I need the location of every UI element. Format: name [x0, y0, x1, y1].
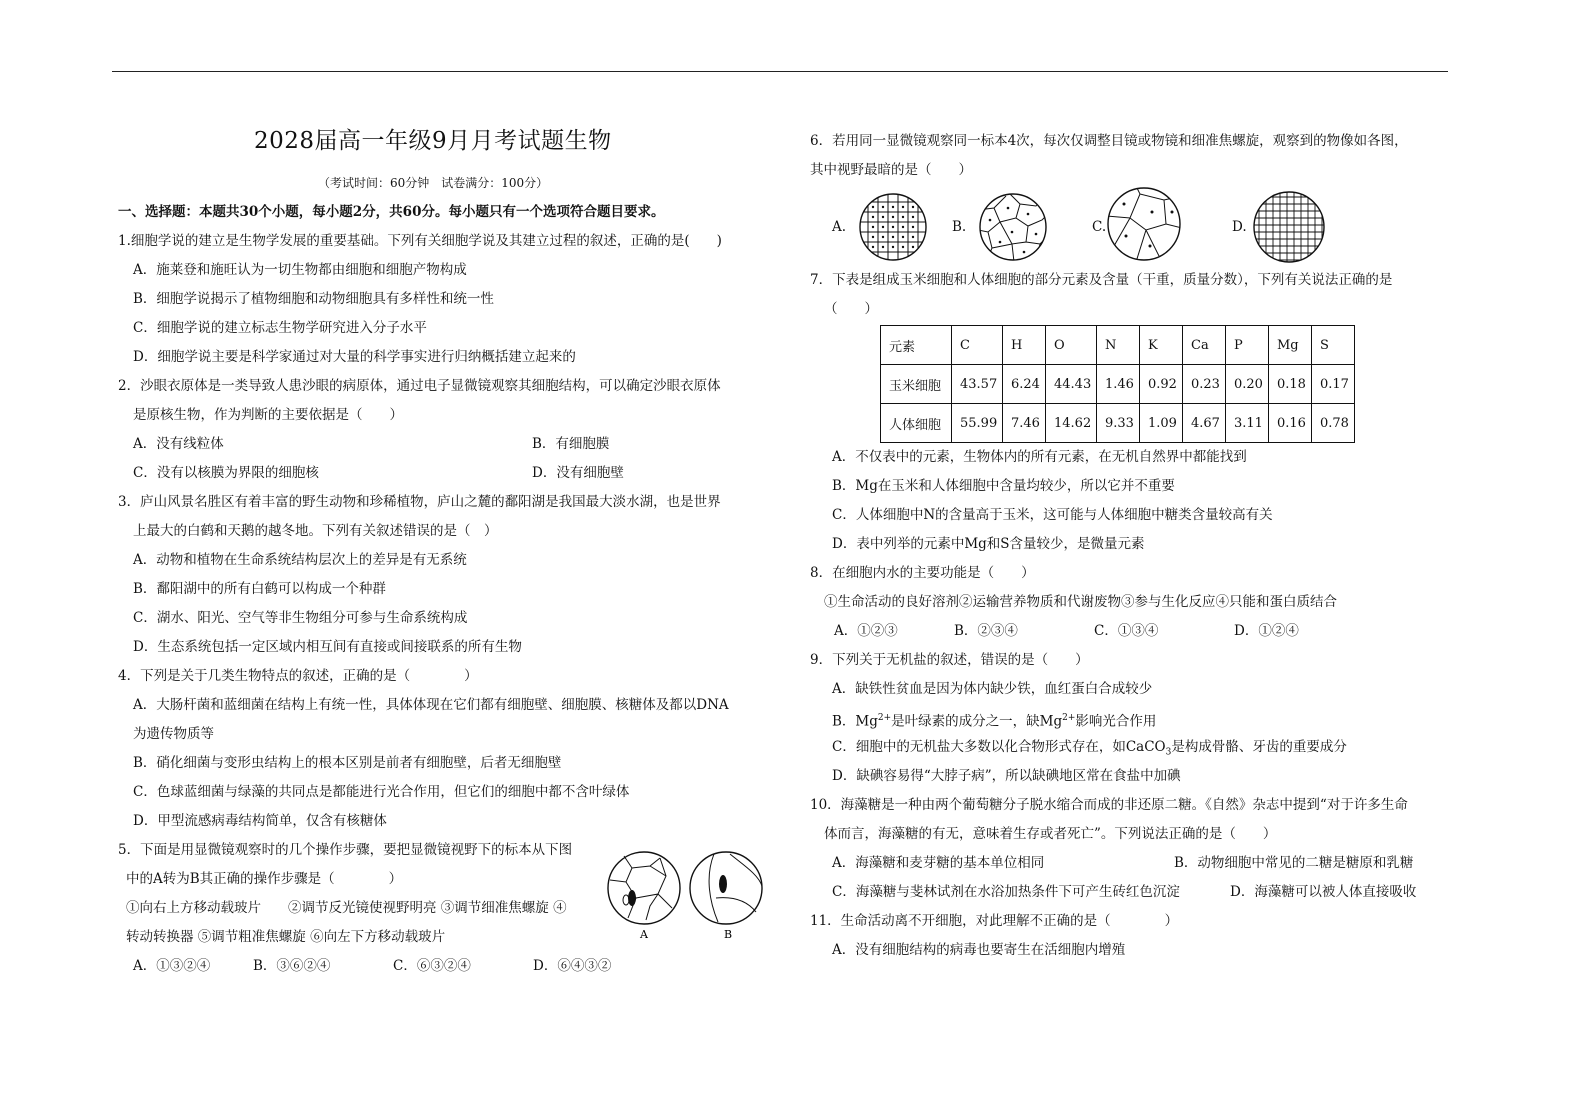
exam-info: （考试时间：60分钟 试卷满分：100分） [318, 176, 549, 190]
q8-option-a: A．①②③ [834, 623, 898, 639]
q6-option-a: A. [832, 219, 847, 235]
q4-option-a-line1: A．大肠杆菌和蓝细菌在结构上有统一性，具体体现在它们都有细胞壁、细胞膜、核糖体及都以DNA [133, 697, 729, 713]
q5-option-a: A．①③②④ [133, 958, 211, 974]
table-cell: H [1003, 326, 1046, 365]
q5-microscope-figure [606, 850, 782, 944]
q3-stem-line2: 上最大的白鹤和天鹅的越冬地。下列有关叙述错误的是（ ） [133, 523, 498, 539]
table-cell: Mg [1269, 326, 1312, 365]
table-cell: 55.99 [952, 404, 1003, 443]
q7-option-c: C．人体细胞中N的含量高于玉米，这可能与人体细胞中糖类含量较高有关 [832, 507, 1273, 523]
page-title: 2028届高一年级9月月考试题生物 [254, 128, 612, 154]
q4-option-b: B．硝化细菌与变形虫结构上的根本区别是前者有细胞壁，后者无细胞壁 [133, 755, 562, 771]
q5-steps-line2: 转动转换器 ⑤调节粗准焦螺旋 ⑥向左下方移动载玻片 [126, 929, 446, 945]
q8-items: ①生命活动的良好溶剂②运输营养物质和代谢废物③参与生化反应④只能和蛋白质结合 [824, 594, 1337, 610]
q8-option-b: B．②③④ [954, 623, 1018, 639]
q3-option-a: A．动物和植物在生命系统结构层次上的差异是有无系统 [133, 552, 467, 568]
q10-option-d: D．海藻糖可以被人体直接吸收 [1230, 884, 1417, 900]
table-cell: K [1140, 326, 1183, 365]
q5-fig-label-b: B [724, 928, 733, 941]
table-cell: 元素 [881, 326, 952, 365]
table-cell: P [1226, 326, 1269, 365]
q2-option-c: C．没有以核膜为界限的细胞核 [133, 465, 319, 481]
q10-stem-line1: 10．海藻糖是一种由两个葡萄糖分子脱水缩合而成的非还原二糖。《自然》杂志中提到“对于许多生命 [810, 797, 1408, 813]
q5-steps-line1: ①向右上方移动载玻片 ②调节反光镜使视野明亮 ③调节细准焦螺旋 ④ [126, 900, 567, 916]
q2-option-d: D．没有细胞壁 [532, 465, 624, 481]
q6-field-b [978, 192, 1048, 262]
q10-option-a: A．海藻糖和麦芽糖的基本单位相同 [832, 855, 1045, 871]
q5-fig-label-a: A [640, 928, 648, 941]
table-cell: 人体细胞 [881, 404, 952, 443]
q2-stem-line2: 是原核生物，作为判断的主要依据是（ ） [133, 407, 403, 423]
table-cell: 0.92 [1140, 365, 1183, 404]
q5-stem-line2: 中的A转为B其正确的操作步骤是（ ） [126, 871, 403, 887]
table-cell: 0.17 [1312, 365, 1355, 404]
q9-option-c: C．细胞中的无机盐大多数以化合物形式存在，如CaCO$_3$是构成骨骼、牙齿的重要成分 [832, 739, 1347, 758]
table-cell: 0.18 [1269, 365, 1312, 404]
q8-stem: 8．在细胞内水的主要功能是（ ） [810, 565, 1035, 581]
q7-option-d: D．表中列举的元素中Mg和S含量较少，是微量元素 [832, 536, 1145, 552]
q10-stem-line2: 体而言，海藻糖的有无，意味着生存或者死亡”。下列说法正确的是（ ） [824, 826, 1277, 842]
q3-option-b: B．鄱阳湖中的所有白鹤可以构成一个种群 [133, 581, 386, 597]
table-cell: Ca [1183, 326, 1226, 365]
table-cell: 0.16 [1269, 404, 1312, 443]
q7-option-b: B．Mg在玉米和人体细胞中含量均较少，所以它并不重要 [832, 478, 1175, 494]
q4-stem: 4．下列是关于几类生物特点的叙述，正确的是（ ） [118, 668, 478, 684]
q2-option-a: A．没有线粒体 [133, 436, 224, 452]
q5-field-b [690, 852, 762, 924]
table-cell: S [1312, 326, 1355, 365]
table-header-row [881, 326, 1355, 365]
table-cell: O [1046, 326, 1097, 365]
table-cell: 0.20 [1226, 365, 1269, 404]
q6-stem-line2: 其中视野最暗的是（ ） [810, 162, 972, 178]
q5-option-c: C．⑥③②④ [393, 958, 471, 974]
element-content-table [880, 325, 1355, 443]
header-rule [112, 71, 1448, 72]
q1-option-a: A．施莱登和施旺认为一切生物都由细胞和细胞产物构成 [133, 262, 467, 278]
q8-option-c: C．①③④ [1094, 623, 1159, 639]
q6-option-b: B. [952, 219, 967, 235]
q9-option-d: D．缺碘容易得“大脖子病”，所以缺碘地区常在食盐中加碘 [832, 768, 1181, 784]
table-cell: 44.43 [1046, 365, 1097, 404]
q5-option-d: D．⑥④③② [533, 958, 612, 974]
table-row [881, 404, 1355, 443]
q7-stem-line1: 7．下表是组成玉米细胞和人体细胞的部分元素及含量（干重，质量分数），下列有关说法正确的是 [810, 272, 1393, 288]
q5-option-b: B．③⑥②④ [253, 958, 331, 974]
table-cell: 玉米细胞 [881, 365, 952, 404]
q9-option-a: A．缺铁性贫血是因为体内缺少铁，血红蛋白合成较少 [832, 681, 1153, 697]
table-cell: 1.46 [1097, 365, 1140, 404]
table-cell: 6.24 [1003, 365, 1046, 404]
q7-option-a: A．不仅表中的元素，生物体内的所有元素，在无机自然界中都能找到 [832, 449, 1247, 465]
q1-option-d: D．细胞学说主要是科学家通过对大量的科学事实进行归纳概括建立起来的 [133, 349, 576, 365]
q2-option-b: B．有细胞膜 [532, 436, 610, 452]
table-cell: 1.09 [1140, 404, 1183, 443]
table-row [881, 365, 1355, 404]
q1-option-b: B．细胞学说揭示了植物细胞和动物细胞具有多样性和统一性 [133, 291, 494, 307]
table-cell: 3.11 [1226, 404, 1269, 443]
q11-option-a: A．没有细胞结构的病毒也要寄生在活细胞内增殖 [832, 942, 1126, 958]
q1-stem: 1.细胞学说的建立是生物学发展的重要基础。下列有关细胞学说及其建立过程的叙述，正确的是( ) [118, 233, 722, 249]
q9-option-b: B．$Mg^{2+}$是叶绿素的成分之一，缺$Mg^{2+}$影响光合作用 [832, 713, 1157, 730]
q3-option-d: D．生态系统包括一定区域内相互间有直接或间接联系的所有生物 [133, 639, 522, 655]
table-cell: 14.62 [1046, 404, 1097, 443]
q4-option-c: C．色球蓝细菌与绿藻的共同点是都能进行光合作用，但它们的细胞中都不含叶绿体 [133, 784, 630, 800]
table-cell: N [1097, 326, 1140, 365]
q10-option-b: B．动物细胞中常见的二糖是糖原和乳糖 [1174, 855, 1414, 871]
q7-stem-line2: （ ） [824, 301, 878, 317]
q3-option-c: C．湖水、阳光、空气等非生物组分可参与生命系统构成 [133, 610, 468, 626]
q6-stem-line1: 6．若用同一显微镜观察同一标本4次，每次仅调整目镜或物镜和细准焦螺旋，观察到的物像如各图， [810, 133, 1408, 149]
q10-option-c: C．海藻糖与斐林试剂在水浴加热条件下可产生砖红色沉淀 [832, 884, 1180, 900]
q5-stem-line1: 5．下面是用显微镜观察时的几个操作步骤，要把显微镜视野下的标本从下图 [118, 842, 573, 858]
q6-field-d [1252, 190, 1326, 264]
table-cell: 7.46 [1003, 404, 1046, 443]
table-cell: C [952, 326, 1003, 365]
table-cell: 0.78 [1312, 404, 1355, 443]
table-cell: 9.33 [1097, 404, 1140, 443]
q6-field-c [1106, 186, 1182, 262]
q8-option-d: D．①②④ [1234, 623, 1299, 639]
table-cell: 0.23 [1183, 365, 1226, 404]
q4-option-d: D．甲型流感病毒结构简单，仅含有核糖体 [133, 813, 387, 829]
q9-stem: 9．下列关于无机盐的叙述，错误的是（ ） [810, 652, 1089, 668]
q6-option-c: C. [1092, 219, 1107, 235]
q11-stem: 11．生命活动离不开细胞，对此理解不正确的是（ ） [810, 913, 1179, 929]
section-heading: 一、选择题：本题共30个小题，每小题2分，共60分。每小题只有一个选项符合题目要求。 [118, 204, 665, 220]
q3-stem-line1: 3．庐山风景名胜区有着丰富的野生动物和珍稀植物，庐山之麓的鄱阳湖是我国最大淡水湖，也是世界 [118, 494, 721, 510]
q4-option-a-line2: 为遗传物质等 [133, 726, 214, 742]
q2-stem-line1: 2．沙眼衣原体是一类导致人患沙眼的病原体，通过电子显微镜观察其细胞结构，可以确定沙眼衣原体 [118, 378, 721, 394]
q1-option-c: C．细胞学说的建立标志生物学研究进入分子水平 [133, 320, 427, 336]
q5-field-a [608, 852, 680, 924]
q6-field-a [858, 192, 928, 262]
table-cell: 43.57 [952, 365, 1003, 404]
table-cell: 4.67 [1183, 404, 1226, 443]
q6-option-d: D. [1232, 219, 1247, 235]
